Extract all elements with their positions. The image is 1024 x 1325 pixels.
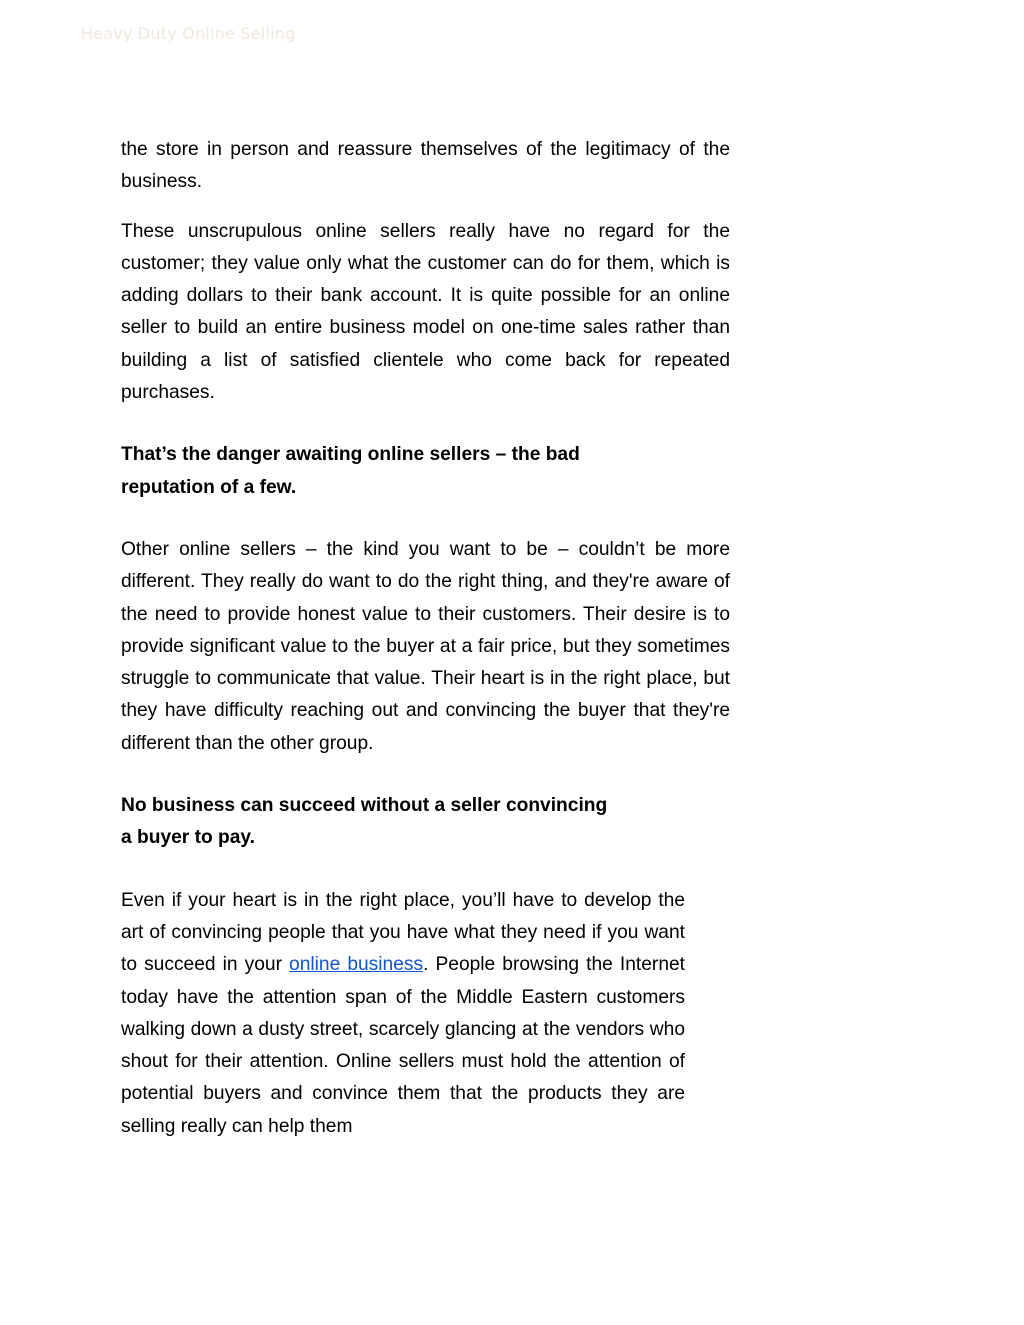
heading-danger-awaiting xyxy=(121,439,621,504)
heading-danger-line-1: That’s the danger awaiting online sellers – the bad xyxy=(121,444,580,466)
heading-no-business xyxy=(121,790,641,855)
paragraph-other-sellers: Other online sellers – the kind you want to be – couldn’t be more different. They really do want to do the right thing, and they're aware of the need to provide honest value to their customers. Their desire is to provide significant value to the buyer at a fair price, but they sometimes struggle to communicate that value. Their heart is in the right place, but they have difficulty reaching out and convincing the buyer that they're different than the other group. xyxy=(121,538,730,754)
paragraph-store-in-person: the store in person and reassure themselves of the legitimacy of the business. xyxy=(121,139,730,193)
paragraph-text-after-link: . People browsing the Internet today have the attention span of the Middle Eastern customers walking down a dusty street, scarcely glancing at the vendors who shout for their attention. Online sellers must hold the attention of potential buyers and convince them that the products they are selling really can help them xyxy=(121,954,685,1137)
paragraph-unscrupulous-sellers: These unscrupulous online sellers really have no regard for the customer; they value only what the customer can do for them, which is adding dollars to their bank account. It is quite possible for an online seller to build an entire business model on one-time sales rather than building a list of satisfied clientele who come back for repeated purchases. xyxy=(121,220,730,404)
heading-danger-line-2: reputation of a few. xyxy=(121,476,297,498)
paragraph-text-before-link: Even if your heart is in the right place, you’ll have to develop the art of convincing people that you have what they need if you want to succeed in your xyxy=(121,889,685,976)
document-body xyxy=(121,134,730,1143)
heading-no-business-line-1: No business can succeed without a seller convincing xyxy=(121,795,608,817)
paragraph-heart-in-right-place xyxy=(121,885,685,1143)
online-business-link[interactable]: online business xyxy=(289,954,424,976)
watermark-title: Heavy Duty Online Selling xyxy=(81,24,296,43)
heading-no-business-line-2: a buyer to pay. xyxy=(121,827,255,849)
